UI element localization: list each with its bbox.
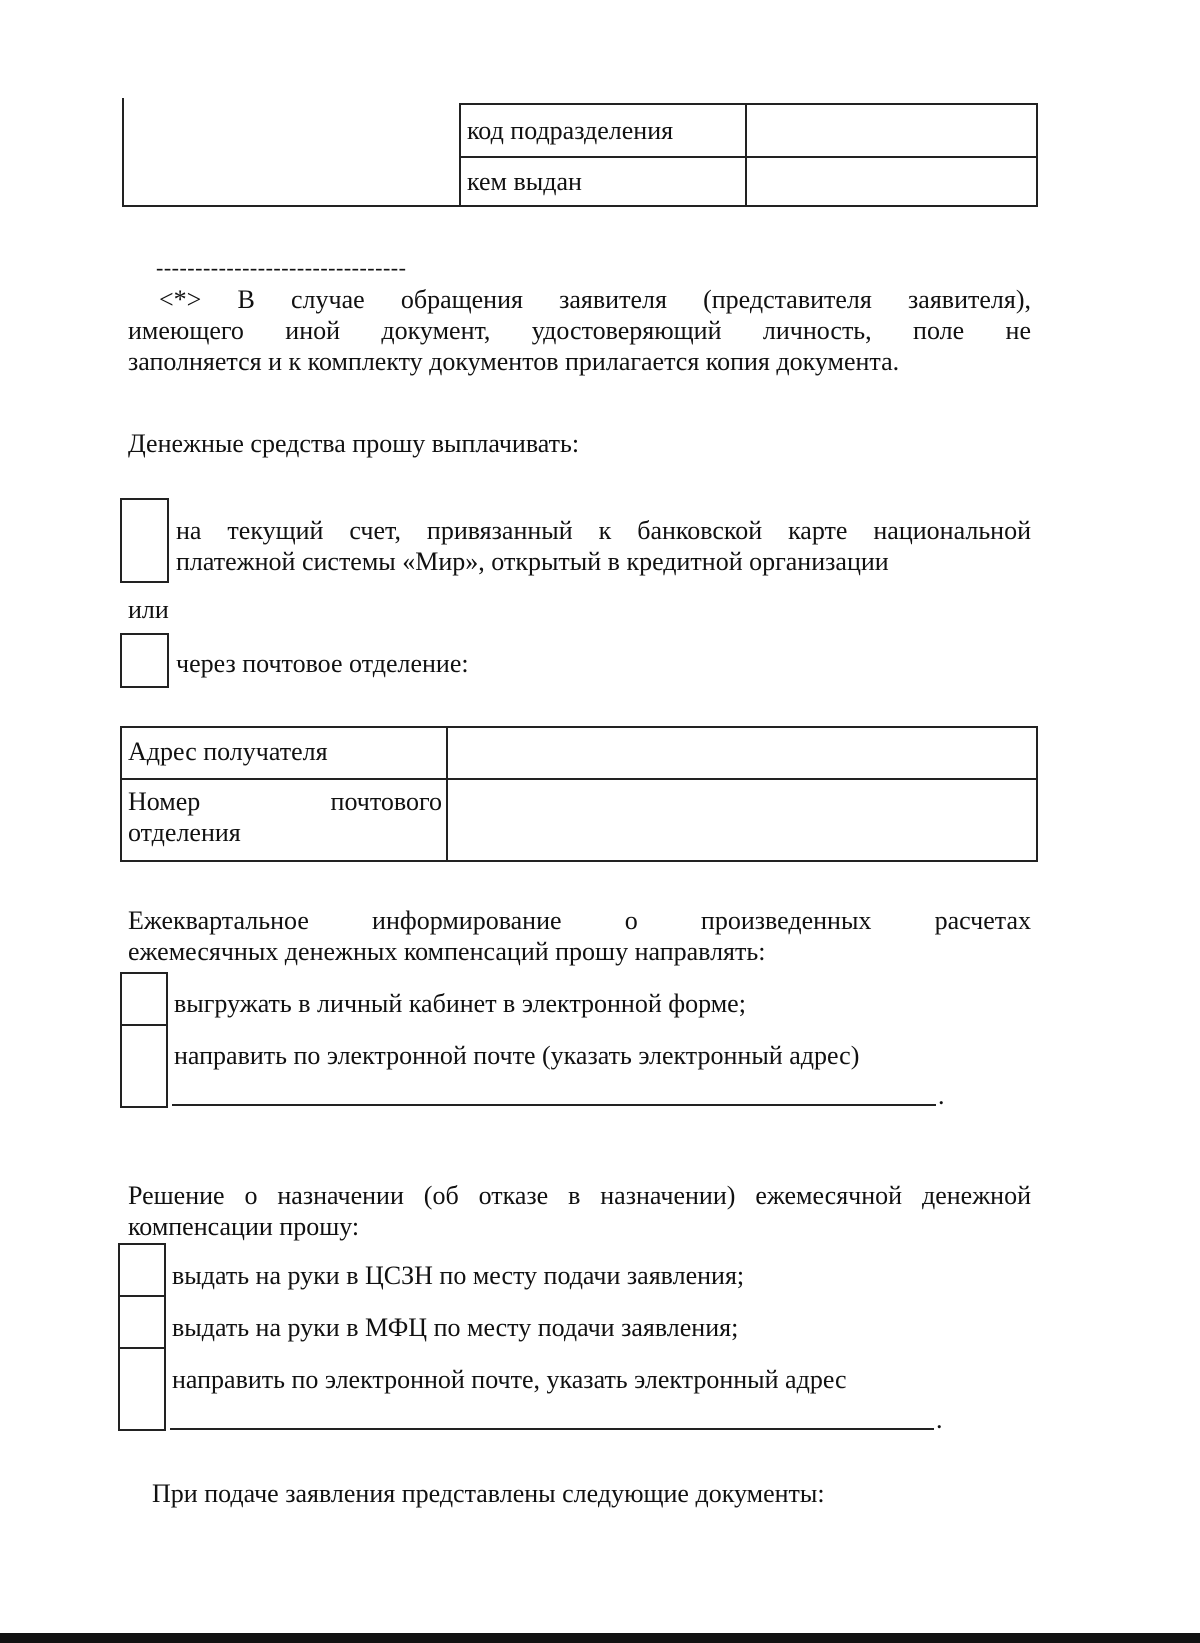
heading-line: Решение о назначении (об отказе в назначении) ежемесячной денежной <box>128 1181 1031 1210</box>
recipient-address-label: Адрес получателя <box>128 737 328 766</box>
scan-edge <box>0 1633 1200 1643</box>
footnote-separator: -------------------------------- <box>156 255 407 280</box>
card-payment-label <box>176 515 1031 577</box>
cabinet-upload-label: выгружать в личный кабинет в электронной форме; <box>174 989 746 1018</box>
heading-line: Ежеквартальное информирование о произведенных расчетах <box>128 906 1031 935</box>
or-label: или <box>128 595 169 624</box>
line-end: . <box>938 1081 945 1110</box>
card-payment-line: на текущий счет, привязанный к банковской карте национальной <box>176 516 1031 545</box>
decision-email-label: направить по электронной почте, указать электронный адрес <box>172 1365 847 1394</box>
footnote-line: <*> В случае обращения заявителя (представителя заявителя), <box>159 285 1031 314</box>
label-line: Номер почтового <box>128 787 442 816</box>
heading-line: ежемесячных денежных компенсаций прошу направлять: <box>128 937 766 966</box>
post-office-number-label <box>128 786 442 848</box>
footnote-line: имеющего иной документ, удостоверяющий личность, поле не <box>128 316 1031 345</box>
pickup-mfc-label: выдать на руки в МФЦ по месту подачи заявления; <box>172 1313 739 1342</box>
footnote <box>128 284 1031 377</box>
card-payment-checkbox[interactable] <box>120 498 169 583</box>
documents-heading: При подаче заявления представлены следующие документы: <box>152 1479 825 1508</box>
post-office-number-field[interactable] <box>452 782 1032 858</box>
quarterly-email-label: направить по электронной почте (указать электронный адрес) <box>174 1041 860 1070</box>
heading-line: компенсации прошу: <box>128 1212 360 1241</box>
card-payment-line: платежной системы «Мир», открытый в кредитной организации <box>176 547 889 576</box>
decision-email-input[interactable] <box>170 1400 934 1430</box>
department-code-field[interactable] <box>750 106 1032 154</box>
quarterly-heading <box>128 905 1031 967</box>
table-row-label: код подразделения <box>467 116 674 145</box>
payment-heading: Денежные средства прошу выплачивать: <box>128 429 580 458</box>
footnote-line: заполняется и к комплекту документов прилагается копия документа. <box>128 347 900 376</box>
line-end: . <box>936 1405 943 1434</box>
recipient-address-field[interactable] <box>452 730 1032 776</box>
cabinet-upload-checkbox[interactable] <box>120 972 168 1026</box>
decision-heading <box>128 1180 1031 1242</box>
quarterly-email-input[interactable] <box>172 1076 936 1106</box>
pickup-mfc-checkbox[interactable] <box>118 1295 166 1349</box>
issued-by-field[interactable] <box>750 159 1032 203</box>
pickup-cszn-checkbox[interactable] <box>118 1243 166 1297</box>
pickup-cszn-label: выдать на руки в ЦСЗН по месту подачи заявления; <box>172 1261 745 1290</box>
decision-email-checkbox[interactable] <box>118 1347 166 1431</box>
label-line: отделения <box>128 818 241 847</box>
table-row-label: кем выдан <box>467 167 582 196</box>
quarterly-email-checkbox[interactable] <box>120 1024 168 1108</box>
post-payment-label: через почтовое отделение: <box>176 649 469 678</box>
post-payment-checkbox[interactable] <box>120 633 169 688</box>
